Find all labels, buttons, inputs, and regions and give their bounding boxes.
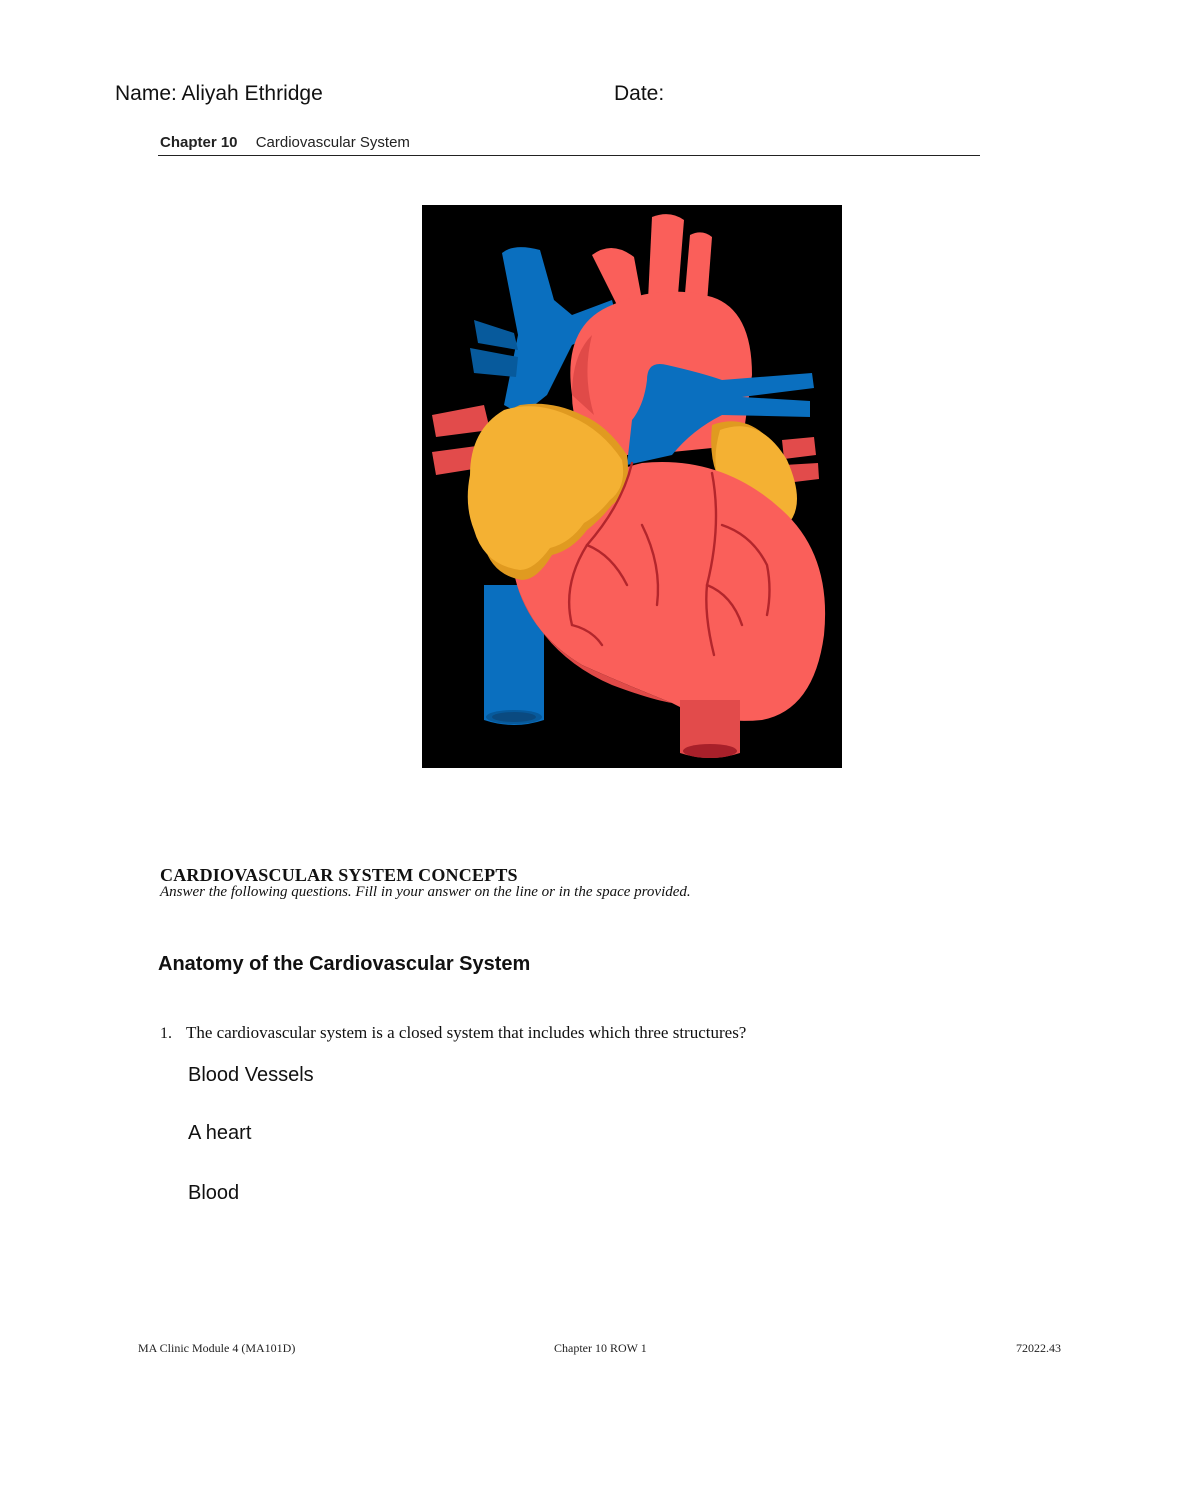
section-instructions: Answer the following questions. Fill in your answer on the line or in the space provided. xyxy=(160,884,691,900)
chapter-header xyxy=(160,134,410,151)
heart-anatomy-icon xyxy=(422,205,842,768)
header-rule xyxy=(158,155,980,156)
answer-field[interactable]: Blood xyxy=(188,1182,240,1204)
subsection-heading: Anatomy of the Cardiovascular System xyxy=(158,953,531,975)
section-title: CARDIOVASCULAR SYSTEM CONCEPTS xyxy=(160,865,518,885)
question-number: 1. xyxy=(160,1025,172,1042)
footer-right: 72022.43 xyxy=(1016,1341,1061,1355)
date-label: Date: xyxy=(614,82,665,105)
question-text: The cardiovascular system is a closed system that includes which three structures? xyxy=(186,1023,747,1042)
chapter-number: Chapter 10 xyxy=(160,134,238,151)
student-name: Name: Aliyah Ethridge xyxy=(115,82,323,105)
chapter-title: Cardiovascular System xyxy=(255,134,410,151)
footer-left: MA Clinic Module 4 (MA101D) xyxy=(138,1341,296,1355)
footer-center: Chapter 10 ROW 1 xyxy=(554,1341,647,1355)
heart-illustration xyxy=(422,205,842,768)
answer-field[interactable]: Blood Vessels xyxy=(188,1064,314,1086)
answer-field[interactable]: A heart xyxy=(188,1122,252,1144)
